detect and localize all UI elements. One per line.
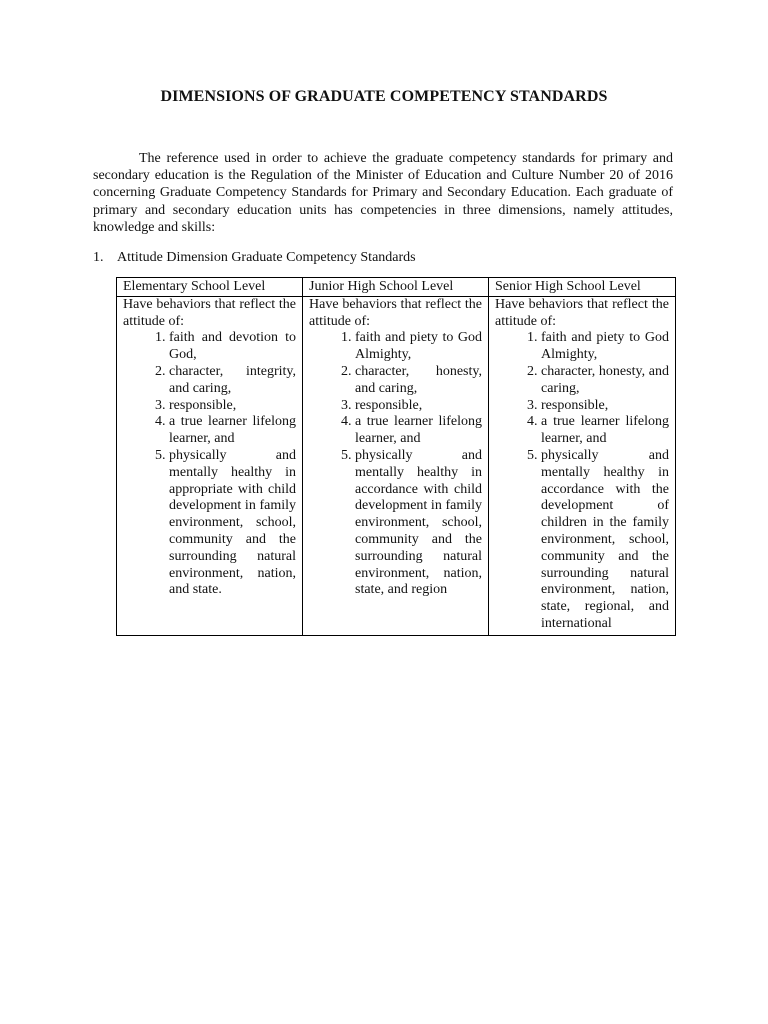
list-item: 4. a true learner lifelong learner, and	[169, 414, 296, 448]
cell-senior-high	[489, 296, 676, 635]
list-item: 5. physically and mentally healthy in accordance with the development of children in the family environment, school, community and the surrounding natural environment, nation, state, regional, and international	[541, 448, 669, 633]
cell-elementary	[117, 296, 303, 635]
header-senior-high: Senior High School Level	[489, 278, 676, 297]
list-item: 1. faith and piety to God Almighty,	[355, 330, 482, 364]
table-row	[117, 296, 676, 635]
cell-junior-high	[303, 296, 489, 635]
cell-intro: Have behaviors that reflect the attitude of:	[495, 296, 669, 329]
attitude-list	[123, 330, 296, 599]
document-title: DIMENSIONS OF GRADUATE COMPETENCY STANDARDS	[160, 88, 608, 105]
attitude-list	[309, 330, 482, 599]
list-item: 5. physically and mentally healthy in accordance with child development in family environment, school, community and the surrounding natural environment, nation, state, and region	[355, 448, 482, 599]
list-item: 1. faith and piety to God Almighty,	[541, 330, 669, 364]
header-junior-high: Junior High School Level	[303, 278, 489, 297]
cell-intro: Have behaviors that reflect the attitude of:	[309, 296, 482, 329]
table-header-row	[117, 278, 676, 297]
list-item: 3. responsible,	[541, 398, 669, 415]
list-item: 2. character, honesty, and caring,	[541, 364, 669, 398]
list-item: 2. character, honesty, and caring,	[355, 364, 482, 398]
list-item: 5. physically and mentally healthy in appropriate with child development in family environment, school, community and the surrounding natural environment, nation, and state.	[169, 448, 296, 599]
section-title: Attitude Dimension Graduate Competency Standards	[117, 250, 416, 265]
list-item: 1. faith and devotion to God,	[169, 330, 296, 364]
section-heading	[93, 249, 416, 266]
list-item: 4. a true learner lifelong learner, and	[541, 414, 669, 448]
section-number: 1.	[93, 250, 104, 265]
competency-table	[116, 277, 676, 636]
cell-intro: Have behaviors that reflect the attitude of:	[123, 296, 296, 329]
attitude-list	[495, 330, 669, 632]
list-item: 2. character, integrity, and caring,	[169, 364, 296, 398]
intro-paragraph: The reference used in order to achieve the graduate competency standards for primary and secondary education is the Regulation of the Minister of Education and Culture Number 20 of 2016 concerning Graduate Competency Standards for Primary and Secondary Education. Each graduate of primary and secondary education units has competencies in three dimensions, namely attitudes, knowledge and skills:	[93, 151, 673, 235]
list-item: 3. responsible,	[169, 398, 296, 415]
list-item: 3. responsible,	[355, 398, 482, 415]
header-elementary: Elementary School Level	[117, 278, 303, 297]
list-item: 4. a true learner lifelong learner, and	[355, 414, 482, 448]
